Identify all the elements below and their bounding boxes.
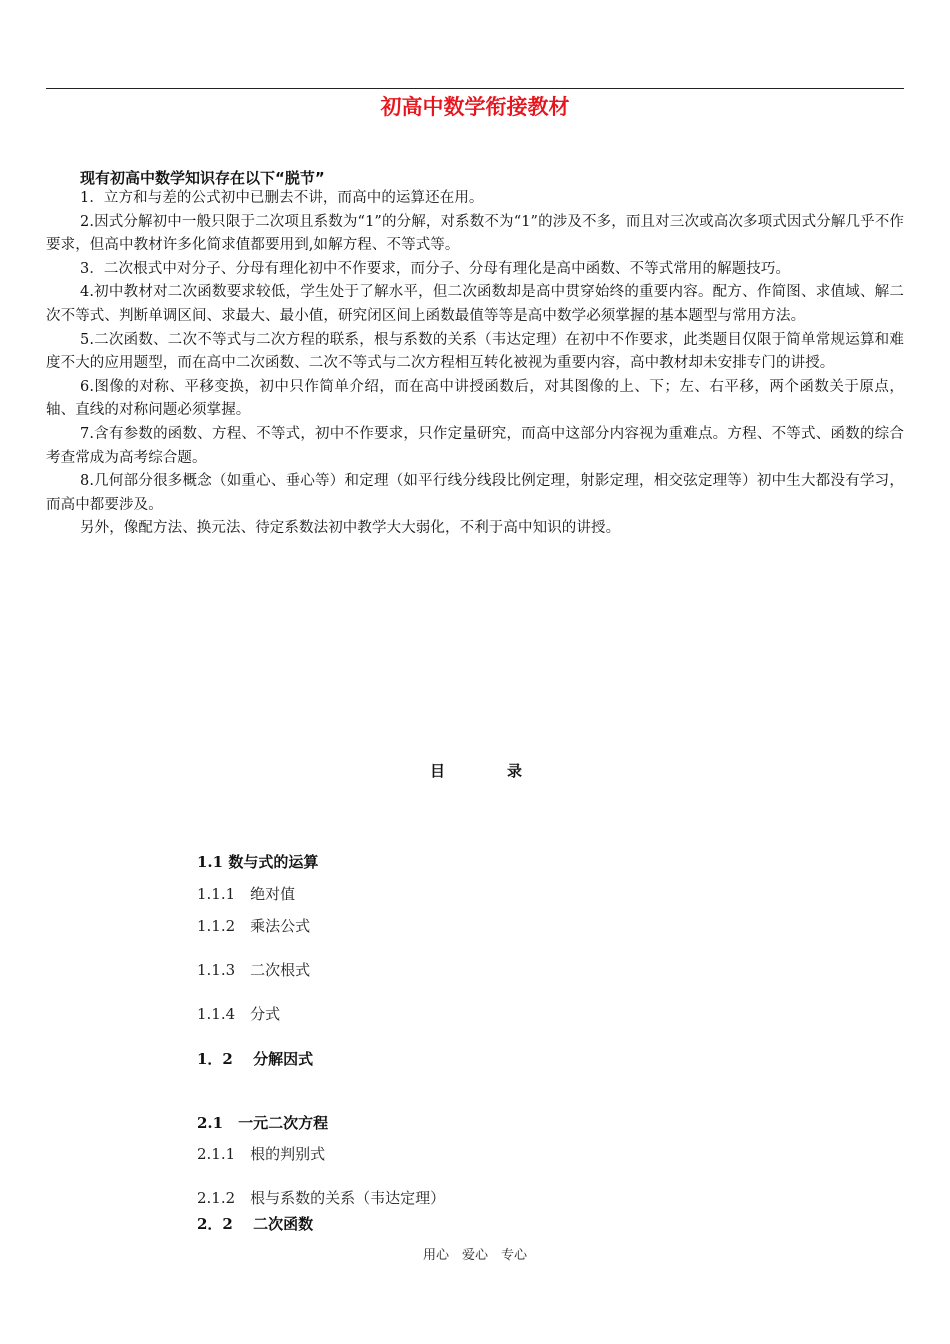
- paragraph-5: 5.二次函数、二次不等式与二次方程的联系，根与系数的关系（韦达定理）在初中不作要求，此类题目仅限于简单常规运算和难度不大的应用题型，而在高中二次函数、二次不等式与二次方程相互转化被视为重要内容，高中教材却未安排专门的讲授。: [46, 331, 904, 372]
- toc-item-1-1-3[interactable]: 1.1.3 二次根式: [197, 961, 311, 979]
- paragraph-7: 7.含有参数的函数、方程、不等式，初中不作要求，只作定量研究，而高中这部分内容视为重难点。方程、不等式、函数的综合考查常成为高考综合题。: [46, 425, 904, 466]
- toc-item-1-2[interactable]: 1．2 分解因式: [197, 1050, 314, 1068]
- toc-title: [430, 760, 522, 782]
- toc-title-left: 目: [430, 762, 446, 780]
- paragraph-2: 2.因式分解初中一般只限于二次项且系数为“1”的分解，对系数不为“1”的涉及不多，而且对三次或高次多项式因式分解几乎不作要求，但高中教材许多化简求值都要用到,如解方程、不等式等。: [46, 213, 904, 254]
- page-footer: 用心 爱心 专心: [422, 1248, 527, 1263]
- toc-item-2-1-2[interactable]: 2.1.2 根与系数的关系（韦达定理）: [197, 1189, 446, 1207]
- paragraph-3: 3．二次根式中对分子、分母有理化初中不作要求，而分子、分母有理化是高中函数、不等式常用的解题技巧。: [80, 260, 791, 277]
- toc-item-1-1-1[interactable]: 1.1.1 绝对值: [197, 885, 296, 903]
- toc-item-1-1-2[interactable]: 1.1.2 乘法公式: [197, 917, 311, 935]
- toc-item-2-1[interactable]: 2.1 一元二次方程: [197, 1114, 329, 1132]
- toc-item-2-1-1[interactable]: 2.1.1 根的判别式: [197, 1145, 326, 1163]
- paragraph-9: 另外，像配方法、换元法、待定系数法初中教学大大弱化，不利于高中知识的讲授。: [80, 520, 621, 537]
- paragraph-8: 8.几何部分很多概念（如重心、垂心等）和定理（如平行线分线段比例定理，射影定理，相交弦定理等）初中生大都没有学习，而高中都要涉及。: [46, 473, 904, 513]
- toc-title-right: 录: [507, 762, 523, 780]
- intro-heading: 现有初高中数学知识存在以下“脱节”: [80, 169, 325, 187]
- toc-item-1-1-4[interactable]: 1.1.4 分式: [197, 1005, 281, 1023]
- paragraph-4: 4.初中教材对二次函数要求较低，学生处于了解水平，但二次函数却是高中贯穿始终的重要内容。配方、作简图、求值域、解二次不等式、判断单调区间、求最大、最小值，研究闭区间上函数最值等等是高中数学必须掌握的基本题型与常用方法。: [46, 284, 904, 324]
- document-title: 初高中数学衔接教材: [380, 95, 570, 119]
- paragraph-6: 6.图像的对称、平移变换，初中只作简单介绍，而在高中讲授函数后，对其图像的上、下；左、右平移，两个函数关于原点，轴、直线的对称问题必须掌握。: [46, 378, 904, 419]
- intro-paragraphs: [46, 187, 904, 541]
- toc-item-2-2[interactable]: 2．2 二次函数: [197, 1215, 314, 1233]
- paragraph-1: 1．立方和与差的公式初中已删去不讲，而高中的运算还在用。: [80, 190, 484, 206]
- header-rule: [46, 88, 904, 89]
- toc-item-1-1[interactable]: 1.1 数与式的运算: [197, 853, 319, 871]
